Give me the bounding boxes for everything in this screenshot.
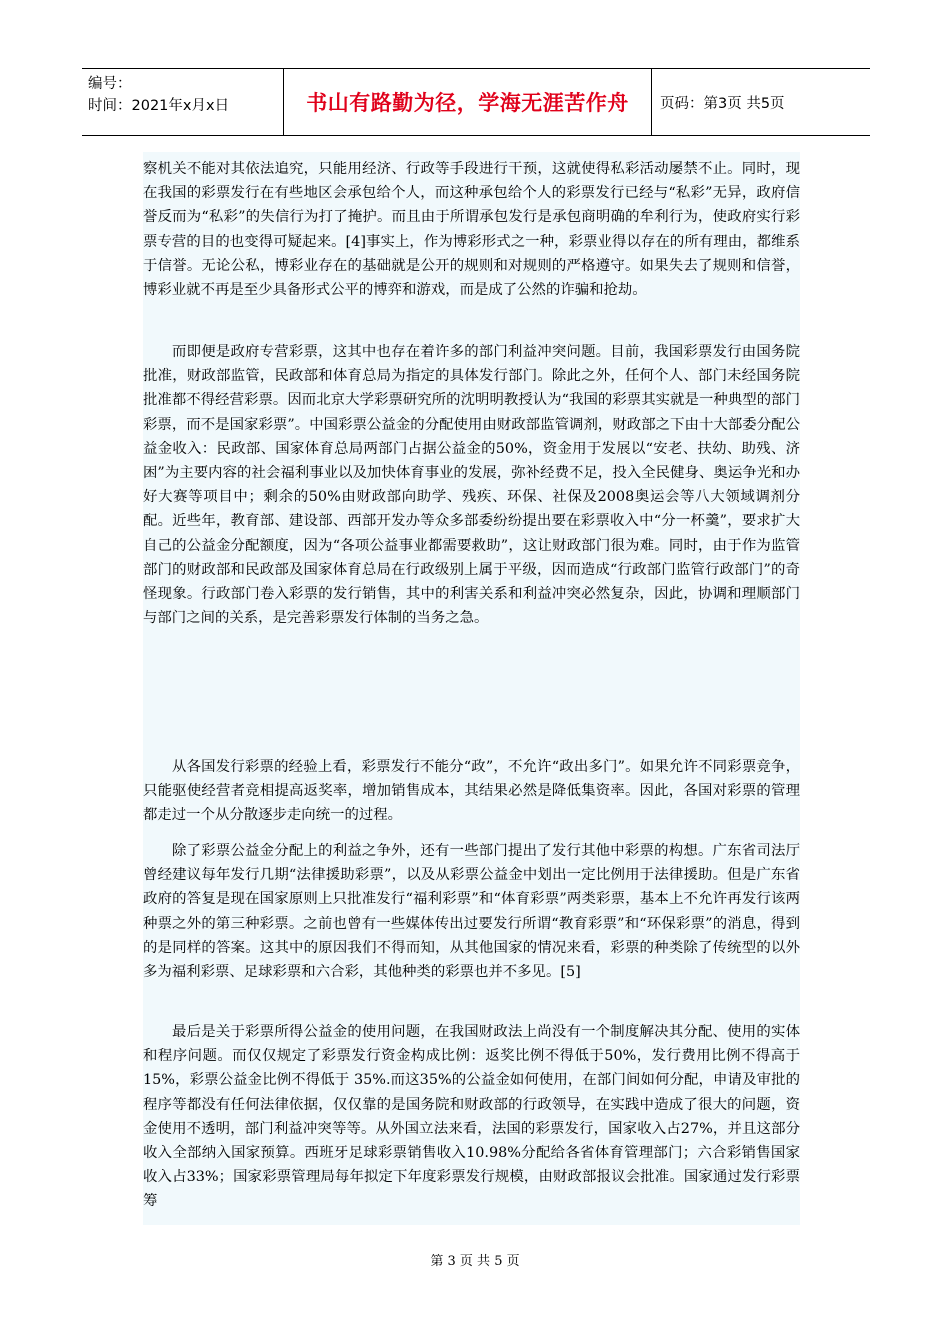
- date-label: 时间：2021年x月x日: [88, 98, 230, 114]
- header-meta: [82, 69, 284, 135]
- header-page-label: 页码：第3页 共5页: [660, 95, 785, 112]
- number-label: 编号：: [88, 76, 132, 92]
- paragraph-4: 除了彩票公益金分配上的利益之争外，还有一些部门提出了发行其他中彩票的构想。广东省司法厅曾经建议每年发行几期“法律援助彩票”，以及从彩票公益金中划出一定比例用于法律援助。但是广东省政府的答复是现在国家原则上只批准发行“福利彩票”和“体育彩票”两类彩票，基本上不允许再发行该两种票之外的第三种彩票。之前也曾有一些媒体传出过要发行所谓“教育彩票”和“环保彩票”的消息，得到的是同样的答案。这其中的原因我们不得而知，从其他国家的情况来看，彩票的种类除了传统型的以外多为福利彩票、足球彩票和六合彩，其他种类的彩票也并不多见。[5]: [143, 843, 800, 981]
- paragraph-5: 最后是关于彩票所得公益金的使用问题，在我国财政法上尚没有一个制度解决其分配、使用的实体和程序问题。而仅仅规定了彩票发行资金构成比例：返奖比例不得低于50%，发行费用比例不得高于15%，彩票公益金比例不得低于 35%.而这35%的公益金如何使用，在部门间如何分配，申请及审批的程序等都没有任何法律依据，仅仅靠的是国务院和财政部的行政领导，在实践中造成了很大的问题，资金使用不透明，部门利益冲突等等。从外国立法来看，法国的彩票发行，国家收入占27%，并且这部分收入全部纳入国家预算。西班牙足球彩票销售收入10.98%分配给各省体育管理部门；六合彩销售国家收入占33%；国家彩票管理局每年拟定下年度彩票发行规模，由财政部报议会批准。国家通过发行彩票筹: [143, 1024, 800, 1210]
- paragraph-1: 察机关不能对其依法追究，只能用经济、行政等手段进行干预，这就使得私彩活动屡禁不止。同时，现在我国的彩票发行在有些地区会承包给个人，而这种承包给个人的彩票发行已经与“私彩”无异，政府信誉反而为“私彩”的失信行为打了掩护。而且由于所谓承包发行是承包商明确的牟利行为，使政府实行彩票专营的目的也变得可疑起来。[4]事实上，作为博彩形式之一种，彩票业得以存在的所有理由，都维系于信誉。无论公私，博彩业存在的基础就是公开的规则和对规则的严格遵守。如果失去了规则和信誉，博彩业就不再是至少具备形式公平的博弈和游戏，而是成了公然的诈骗和抢劫。: [143, 161, 800, 299]
- paragraph-2: 而即便是政府专营彩票，这其中也存在着许多的部门利益冲突问题。目前，我国彩票发行由国务院批准，财政部监管，民政部和体育总局为指定的具体发行部门。除此之外，任何个人、部门未经国务院批准都不得经营彩票。因而北京大学彩票研究所的沈明明教授认为“我国的彩票其实就是一种典型的部门彩票，而不是国家彩票”。中国彩票公益金的分配使用由财政部监管调剂，财政部之下由十大部委分配公益金收入：民政部、国家体育总局两部门占据公益金的50%，资金用于发展以“安老、扶幼、助残、济困”为主要内容的社会福利事业以及加快体育事业的发展，弥补经费不足，投入全民健身、奥运争光和办好大赛等项目中；剩余的50%由财政部向助学、残疾、环保、社保及2008奥运会等八大领域调剂分配。近些年，教育部、建设部、西部开发办等众多部委纷纷提出要在彩票收入中“分一杯羹”，要求扩大自己的公益金分配额度，因为“各项公益事业都需要救助”，这让财政部门很为难。同时，由于作为监管部门的财政部和民政部及国家体育总局在行政级别上属于平级，因而造成“行政部门监管行政部门”的奇怪现象。行政部门卷入彩票的发行销售，其中的利害关系和利益冲突必然复杂，因此，协调和理顺部门与部门之间的关系，是完善彩票发行体制的当务之急。: [143, 344, 800, 627]
- page-header: [82, 68, 870, 136]
- page-footer: 第 3 页 共 5 页: [430, 1254, 520, 1269]
- header-motto: 书山有路勤为径，学海无涯苦作舟: [284, 69, 652, 135]
- document-body: [143, 152, 800, 1225]
- paragraph-3: 从各国发行彩票的经验上看，彩票发行不能分“政”，不允许“政出多门”。如果允许不同彩票竞争，只能驱使经营者竞相提高返奖率，增加销售成本，其结果必然是降低集资率。因此，各国对彩票的管理都走过一个从分散逐步走向统一的过程。: [143, 759, 800, 824]
